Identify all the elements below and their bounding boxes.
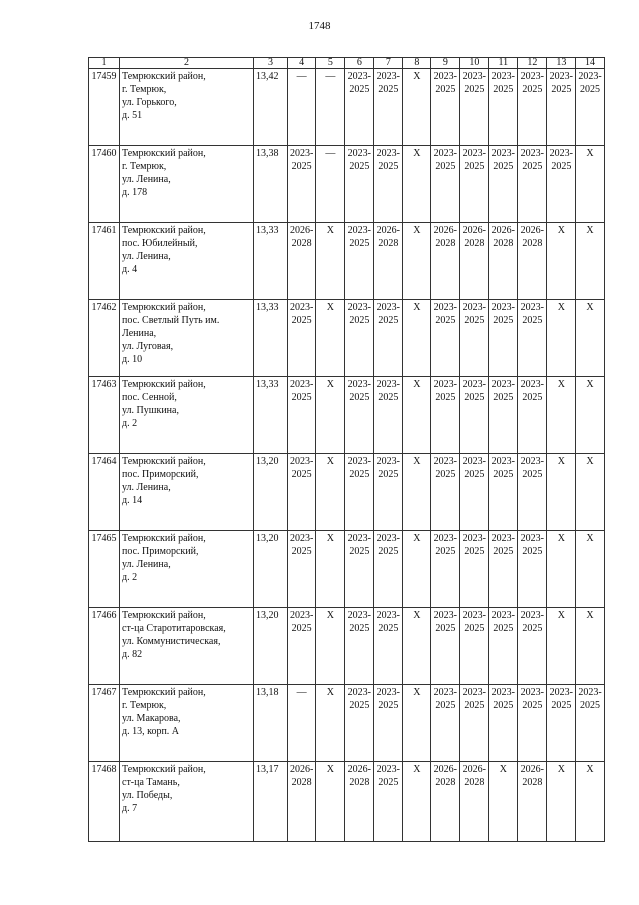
address-line: г. Темрюк,: [122, 700, 167, 711]
address-line: ул. Ленина,: [122, 251, 171, 262]
period-cell: 2023- 2025: [547, 685, 576, 762]
period-cell: 2026- 2028: [460, 223, 489, 300]
period-cell: 2023- 2025: [431, 608, 460, 685]
column-header: 14: [576, 58, 604, 69]
table-row: [89, 223, 605, 300]
period-cell: X: [576, 377, 604, 454]
period-cell: 2023- 2025: [345, 608, 374, 685]
period-cell: 2023- 2025: [431, 685, 460, 762]
period-cell: —: [288, 685, 316, 762]
address-line: пос. Сенной,: [122, 392, 177, 403]
period-cell: 2023- 2025: [518, 377, 547, 454]
period-cell: 2023- 2025: [345, 454, 374, 531]
period-cell: X: [403, 531, 431, 608]
table-row: [89, 377, 605, 454]
address-line: д. 4: [122, 264, 138, 275]
period-cell: X: [547, 377, 576, 454]
address-line: Темрюкский район,: [122, 610, 206, 621]
address-line: пос. Юбилейный,: [122, 238, 198, 249]
row-id: 17462: [89, 300, 120, 377]
row-id: 17468: [89, 762, 120, 842]
period-cell: 2023- 2025: [460, 69, 489, 146]
period-cell: 2026- 2028: [288, 762, 316, 842]
address-line: пос. Светлый Путь им.: [122, 315, 220, 326]
row-id: 17459: [89, 69, 120, 146]
period-cell: 2023- 2025: [489, 608, 518, 685]
period-cell: 2026- 2028: [489, 223, 518, 300]
address-cell: [120, 69, 254, 146]
period-cell: 2026- 2028: [345, 762, 374, 842]
period-cell: X: [576, 300, 604, 377]
period-cell: 2023- 2025: [460, 377, 489, 454]
address-line: г. Темрюк,: [122, 161, 167, 172]
period-cell: X: [576, 608, 604, 685]
address-line: пос. Приморский,: [122, 469, 199, 480]
value-cell: 13,38: [254, 146, 288, 223]
period-cell: 2023- 2025: [489, 300, 518, 377]
address-line: д. 14: [122, 495, 143, 506]
period-cell: 2023- 2025: [288, 608, 316, 685]
address-line: Темрюкский район,: [122, 148, 206, 159]
period-cell: X: [576, 146, 604, 223]
value-cell: 13,20: [254, 454, 288, 531]
period-cell: 2023- 2025: [431, 454, 460, 531]
period-cell: X: [489, 762, 518, 842]
period-cell: —: [316, 69, 345, 146]
value-cell: 13,33: [254, 300, 288, 377]
period-cell: 2023- 2025: [431, 146, 460, 223]
address-line: ул. Победы,: [122, 790, 173, 801]
address-cell: [120, 608, 254, 685]
period-cell: 2023- 2025: [489, 454, 518, 531]
column-header: 1: [89, 58, 120, 69]
period-cell: 2023- 2025: [345, 685, 374, 762]
address-line: Темрюкский район,: [122, 764, 206, 775]
period-cell: 2023- 2025: [345, 223, 374, 300]
value-cell: 13,33: [254, 223, 288, 300]
period-cell: 2023- 2025: [518, 300, 547, 377]
period-cell: X: [316, 377, 345, 454]
period-cell: 2023- 2025: [374, 685, 403, 762]
header-row: [89, 58, 605, 69]
address-line: Темрюкский район,: [122, 71, 206, 82]
period-cell: 2023- 2025: [345, 146, 374, 223]
address-line: ул. Ленина,: [122, 559, 171, 570]
value-cell: 13,18: [254, 685, 288, 762]
address-line: ул. Горького,: [122, 97, 177, 108]
address-line: ул. Луговая,: [122, 341, 174, 352]
period-cell: 2023- 2025: [374, 531, 403, 608]
period-cell: 2026- 2028: [288, 223, 316, 300]
period-cell: 2023- 2025: [345, 377, 374, 454]
period-cell: 2023- 2025: [518, 69, 547, 146]
address-line: д. 51: [122, 110, 143, 121]
period-cell: X: [403, 300, 431, 377]
column-header: 10: [460, 58, 489, 69]
address-cell: [120, 454, 254, 531]
period-cell: 2023- 2025: [288, 377, 316, 454]
row-id: 17464: [89, 454, 120, 531]
period-cell: X: [403, 608, 431, 685]
period-cell: 2023- 2025: [460, 608, 489, 685]
period-cell: —: [316, 146, 345, 223]
value-cell: 13,42: [254, 69, 288, 146]
table-row: [89, 531, 605, 608]
period-cell: X: [576, 531, 604, 608]
address-line: Темрюкский район,: [122, 379, 206, 390]
address-line: Темрюкский район,: [122, 687, 206, 698]
period-cell: 2023- 2025: [518, 685, 547, 762]
column-header: 5: [316, 58, 345, 69]
table-row: [89, 685, 605, 762]
period-cell: 2026- 2028: [518, 223, 547, 300]
column-header: 12: [518, 58, 547, 69]
period-cell: 2023- 2025: [431, 69, 460, 146]
column-header: 13: [547, 58, 576, 69]
row-id: 17466: [89, 608, 120, 685]
period-cell: X: [403, 223, 431, 300]
period-cell: 2023- 2025: [518, 146, 547, 223]
address-line: г. Темрюк,: [122, 84, 167, 95]
row-id: 17463: [89, 377, 120, 454]
address-line: пос. Приморский,: [122, 546, 199, 557]
value-cell: 13,20: [254, 608, 288, 685]
period-cell: X: [547, 531, 576, 608]
address-line: д. 7: [122, 803, 138, 814]
address-line: Темрюкский район,: [122, 456, 206, 467]
period-cell: 2026- 2028: [431, 223, 460, 300]
period-cell: 2023- 2025: [547, 146, 576, 223]
column-header: 7: [374, 58, 403, 69]
row-id: 17467: [89, 685, 120, 762]
period-cell: 2023- 2025: [489, 146, 518, 223]
period-cell: 2023- 2025: [374, 377, 403, 454]
period-cell: X: [403, 762, 431, 842]
column-header: 6: [345, 58, 374, 69]
period-cell: X: [316, 454, 345, 531]
period-cell: X: [547, 762, 576, 842]
table-row: [89, 454, 605, 531]
page-number: 1748: [308, 20, 331, 32]
period-cell: X: [403, 454, 431, 531]
period-cell: X: [576, 762, 604, 842]
period-cell: 2026- 2028: [460, 762, 489, 842]
address-cell: [120, 146, 254, 223]
row-id: 17460: [89, 146, 120, 223]
column-header: 2: [120, 58, 254, 69]
period-cell: 2023- 2025: [489, 531, 518, 608]
period-cell: X: [403, 69, 431, 146]
row-id: 17461: [89, 223, 120, 300]
address-cell: [120, 300, 254, 377]
period-cell: 2026- 2028: [431, 762, 460, 842]
address-line: ул. Коммунистическая,: [122, 636, 221, 647]
column-header: 9: [431, 58, 460, 69]
register-table: [88, 57, 605, 842]
address-line: ул. Ленина,: [122, 174, 171, 185]
period-cell: X: [547, 454, 576, 531]
period-cell: 2023- 2025: [489, 685, 518, 762]
column-header: 11: [489, 58, 518, 69]
address-cell: [120, 531, 254, 608]
period-cell: 2026- 2028: [374, 223, 403, 300]
period-cell: X: [316, 608, 345, 685]
address-line: Ленина,: [122, 328, 157, 339]
period-cell: 2023- 2025: [489, 377, 518, 454]
period-cell: X: [403, 685, 431, 762]
address-cell: [120, 223, 254, 300]
period-cell: 2026- 2028: [518, 762, 547, 842]
address-line: д. 82: [122, 649, 143, 660]
column-header: 3: [254, 58, 288, 69]
period-cell: 2023- 2025: [518, 531, 547, 608]
period-cell: 2023- 2025: [288, 454, 316, 531]
period-cell: X: [316, 223, 345, 300]
period-cell: 2023- 2025: [431, 300, 460, 377]
address-line: Темрюкский район,: [122, 302, 206, 313]
table-row: [89, 146, 605, 223]
address-line: д. 178: [122, 187, 148, 198]
table-body: [89, 58, 605, 842]
period-cell: 2023- 2025: [374, 146, 403, 223]
period-cell: 2023- 2025: [374, 608, 403, 685]
period-cell: 2023- 2025: [576, 69, 604, 146]
table-row: [89, 762, 605, 842]
address-line: ул. Макарова,: [122, 713, 181, 724]
period-cell: 2023- 2025: [374, 454, 403, 531]
period-cell: 2023- 2025: [345, 69, 374, 146]
period-cell: X: [403, 146, 431, 223]
period-cell: X: [547, 223, 576, 300]
period-cell: 2023- 2025: [489, 69, 518, 146]
period-cell: 2023- 2025: [288, 300, 316, 377]
period-cell: 2023- 2025: [374, 300, 403, 377]
period-cell: 2023- 2025: [288, 531, 316, 608]
column-header: 8: [403, 58, 431, 69]
value-cell: 13,17: [254, 762, 288, 842]
period-cell: 2023- 2025: [547, 69, 576, 146]
address-line: ст-ца Тамань,: [122, 777, 180, 788]
period-cell: X: [547, 300, 576, 377]
period-cell: X: [403, 377, 431, 454]
address-line: ул. Пушкина,: [122, 405, 179, 416]
period-cell: X: [316, 300, 345, 377]
table-row: [89, 69, 605, 146]
period-cell: X: [576, 454, 604, 531]
period-cell: 2023- 2025: [518, 454, 547, 531]
address-cell: [120, 762, 254, 842]
period-cell: 2023- 2025: [518, 608, 547, 685]
period-cell: 2023- 2025: [576, 685, 604, 762]
address-cell: [120, 685, 254, 762]
column-header: 4: [288, 58, 316, 69]
address-line: д. 2: [122, 572, 138, 583]
period-cell: X: [316, 531, 345, 608]
address-cell: [120, 377, 254, 454]
period-cell: 2023- 2025: [460, 531, 489, 608]
value-cell: 13,33: [254, 377, 288, 454]
period-cell: X: [547, 608, 576, 685]
address-line: д. 2: [122, 418, 138, 429]
period-cell: X: [576, 223, 604, 300]
period-cell: 2023- 2025: [374, 69, 403, 146]
value-cell: 13,20: [254, 531, 288, 608]
period-cell: X: [316, 762, 345, 842]
period-cell: 2023- 2025: [345, 531, 374, 608]
address-line: ст-ца Старотитаровская,: [122, 623, 226, 634]
period-cell: 2023- 2025: [431, 531, 460, 608]
period-cell: 2023- 2025: [431, 377, 460, 454]
address-line: д. 10: [122, 354, 143, 365]
table-row: [89, 608, 605, 685]
table-row: [89, 300, 605, 377]
period-cell: 2023- 2025: [345, 300, 374, 377]
period-cell: 2023- 2025: [460, 300, 489, 377]
address-line: д. 13, корп. А: [122, 726, 180, 737]
period-cell: —: [288, 69, 316, 146]
row-id: 17465: [89, 531, 120, 608]
address-line: Темрюкский район,: [122, 225, 206, 236]
period-cell: 2023- 2025: [288, 146, 316, 223]
period-cell: X: [316, 685, 345, 762]
period-cell: 2023- 2025: [460, 146, 489, 223]
address-line: Темрюкский район,: [122, 533, 206, 544]
period-cell: 2023- 2025: [374, 762, 403, 842]
period-cell: 2023- 2025: [460, 454, 489, 531]
address-line: ул. Ленина,: [122, 482, 171, 493]
period-cell: 2023- 2025: [460, 685, 489, 762]
